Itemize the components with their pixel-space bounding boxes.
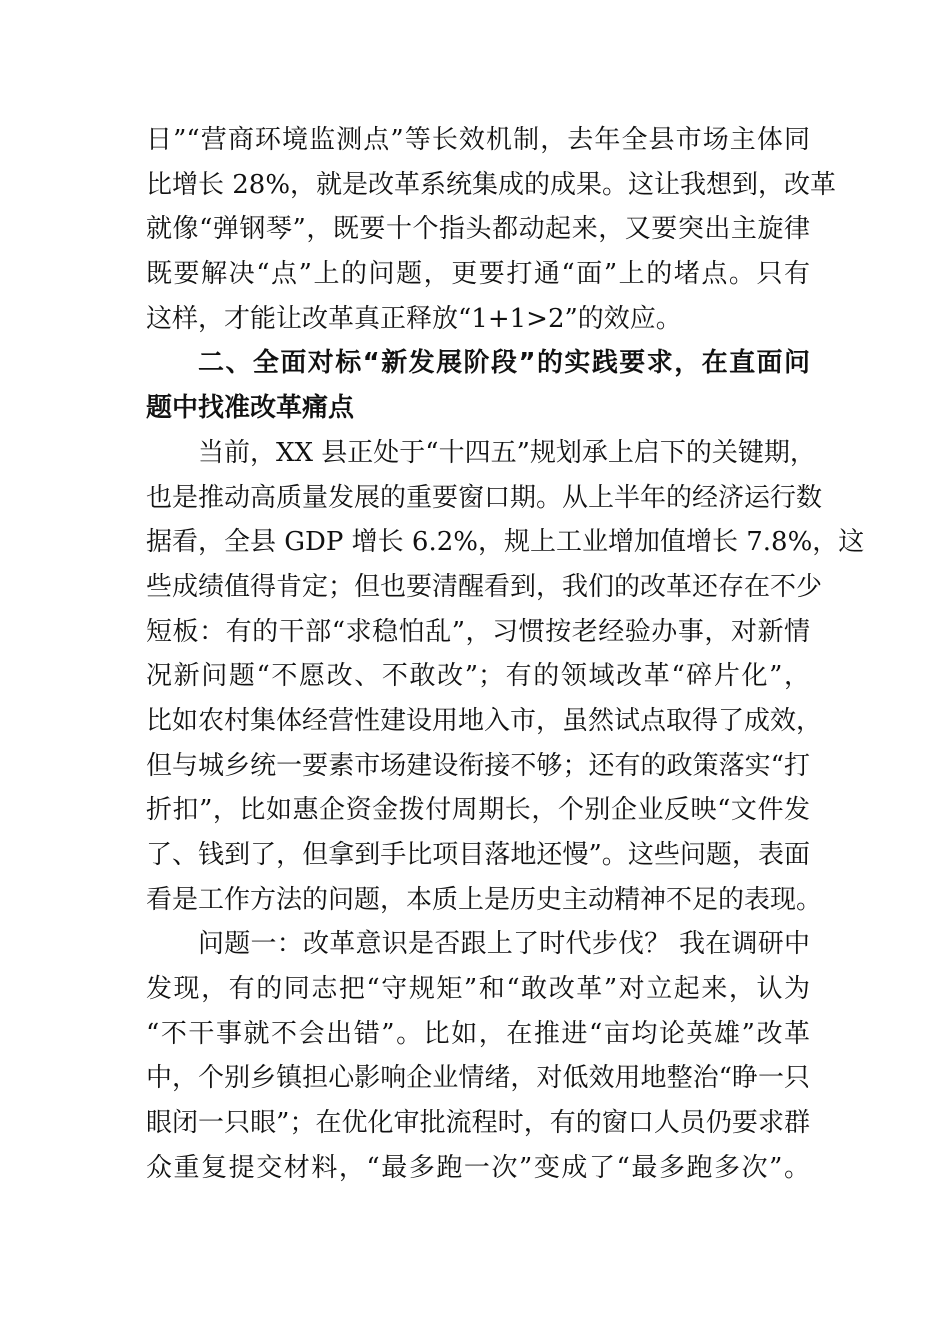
paragraph-line: 眼闭一只眼”；在优化审批流程时，有的窗口人员仍要求群: [146, 1108, 810, 1139]
paragraph-line: 问题一：改革意识是否跟上了时代步伐？ 我在调研中: [198, 929, 810, 960]
paragraph-line: 但与城乡统一要素市场建设衔接不够；还有的政策落实“打: [146, 750, 810, 781]
paragraph-line: 当前，XX 县正处于“十四五”规划承上启下的关键期，: [198, 437, 816, 468]
paragraph-line: 众重复提交材料，“最多跑一次”变成了“最多跑多次”。: [146, 1152, 810, 1183]
paragraph-line: 中，个别乡镇担心影响企业情绪，对低效用地整治“睁一只: [146, 1063, 810, 1094]
paragraph-line: 了、钱到了，但拿到手比项目落地还慢”。这些问题，表面: [146, 840, 810, 870]
section-heading-line: 题中找准改革痛点: [146, 393, 355, 424]
paragraph-line: 这样，才能让改革真正释放“1+1>2”的效应。: [146, 303, 682, 334]
paragraph-line: 也是推动高质量发展的重要窗口期。从上半年的经济运行数: [146, 482, 823, 513]
paragraph-line: 比如农村集体经营性建设用地入市，虽然试点取得了成效，: [146, 705, 823, 736]
paragraph-line: 日”“营商环境监测点”等长效机制，去年全县市场主体同: [146, 125, 810, 155]
paragraph-line: 看是工作方法的问题，本质上是历史主动精神不足的表现。: [146, 884, 823, 915]
paragraph-line: 折扣”，比如惠企资金拨付周期长，个别企业反映“文件发: [146, 795, 810, 826]
document-body: [146, 118, 865, 1191]
paragraph-line: 既要解决“点”上的问题，更要打通“面”上的堵点。只有: [146, 259, 810, 290]
paragraph-line: 比增长 28%，就是改革系统集成的成果。这让我想到，改革: [146, 169, 837, 200]
paragraph-line: 据看，全县 GDP 增长 6.2%，规上工业增加值增长 7.8%，这: [146, 527, 865, 558]
paragraph-line: 些成绩值得肯定；但也要清醒看到，我们的改革还存在不少: [146, 571, 823, 602]
paragraph-line: 发现，有的同志把“守规矩”和“敢改革”对立起来，认为: [146, 974, 810, 1005]
section-heading-line: 二、全面对标“新发展阶段”的实践要求，在直面问: [198, 348, 810, 379]
paragraph-line: 短板：有的干部“求稳怕乱”，习惯按老经验办事，对新情: [146, 616, 810, 647]
paragraph-line: “不干事就不会出错”。比如，在推进“亩均论英雄”改革: [146, 1018, 810, 1049]
paragraph-line: 况新问题“不愿改、不敢改”；有的领域改革“碎片化”，: [146, 661, 810, 692]
paragraph-line: 就像“弹钢琴”，既要十个指头都动起来，又要突出主旋律: [146, 214, 810, 245]
